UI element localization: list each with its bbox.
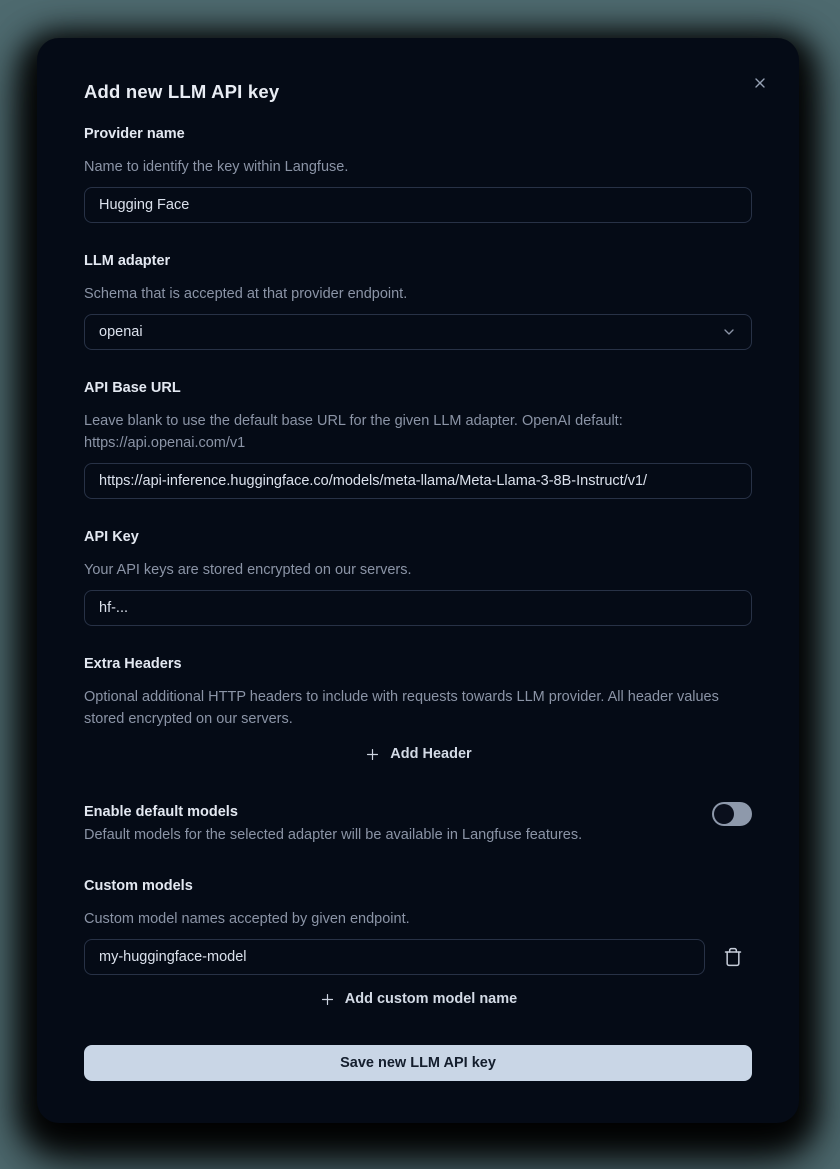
llm-adapter-select[interactable] (84, 314, 752, 350)
toggle-thumb (714, 804, 734, 824)
extra-headers-group (84, 654, 752, 766)
provider-name-input[interactable] (84, 187, 752, 223)
add-custom-model-button-label: Add custom model name (344, 991, 518, 1007)
llm-adapter-group (84, 251, 752, 350)
custom-model-row (84, 939, 752, 975)
enable-default-models-group (84, 802, 752, 846)
add-header-button[interactable] (84, 742, 752, 766)
custom-models-description: Custom model names accepted by given endpoint. (84, 911, 410, 927)
api-base-url-group (84, 378, 752, 499)
api-base-url-input[interactable] (84, 463, 752, 499)
trash-icon (723, 947, 743, 967)
chevron-down-icon (721, 324, 737, 340)
custom-model-input[interactable] (84, 939, 705, 975)
close-button[interactable] (749, 72, 771, 94)
provider-name-label: Provider name (84, 126, 185, 142)
api-key-input[interactable] (84, 590, 752, 626)
api-base-url-description: Leave blank to use the default base URL for the given LLM adapter. OpenAI default: https://api.openai.com/v1 (84, 413, 623, 451)
custom-models-label: Custom models (84, 878, 193, 894)
plus-icon (364, 746, 381, 763)
api-key-description: Your API keys are stored encrypted on our servers. (84, 562, 412, 578)
custom-models-group (84, 876, 752, 1011)
plus-icon (319, 991, 336, 1008)
api-key-group (84, 527, 752, 626)
save-llm-api-key-button[interactable]: Save new LLM API key (84, 1045, 752, 1081)
enable-default-models-toggle[interactable] (712, 802, 752, 826)
api-key-label: API Key (84, 529, 139, 545)
enable-default-models-label: Enable default models (84, 804, 238, 820)
llm-adapter-description: Schema that is accepted at that provider endpoint. (84, 286, 408, 302)
llm-adapter-label: LLM adapter (84, 253, 171, 269)
api-base-url-label: API Base URL (84, 380, 181, 396)
dialog-title: Add new LLM API key (84, 81, 280, 102)
close-icon (752, 75, 768, 91)
add-llm-api-key-dialog (37, 38, 799, 1123)
llm-adapter-selected-value: openai (99, 324, 143, 340)
extra-headers-description: Optional additional HTTP headers to include with requests towards LLM provider. All header values stored encrypted on our servers. (84, 689, 719, 727)
enable-default-models-description: Default models for the selected adapter will be available in Langfuse features. (84, 827, 583, 843)
enable-default-models-texts (84, 802, 712, 846)
provider-name-description: Name to identify the key within Langfuse. (84, 159, 349, 175)
add-header-button-label: Add Header (390, 746, 472, 762)
add-custom-model-button[interactable] (84, 987, 752, 1011)
extra-headers-label: Extra Headers (84, 656, 182, 672)
delete-custom-model-button[interactable] (722, 946, 744, 968)
provider-name-group (84, 124, 752, 223)
